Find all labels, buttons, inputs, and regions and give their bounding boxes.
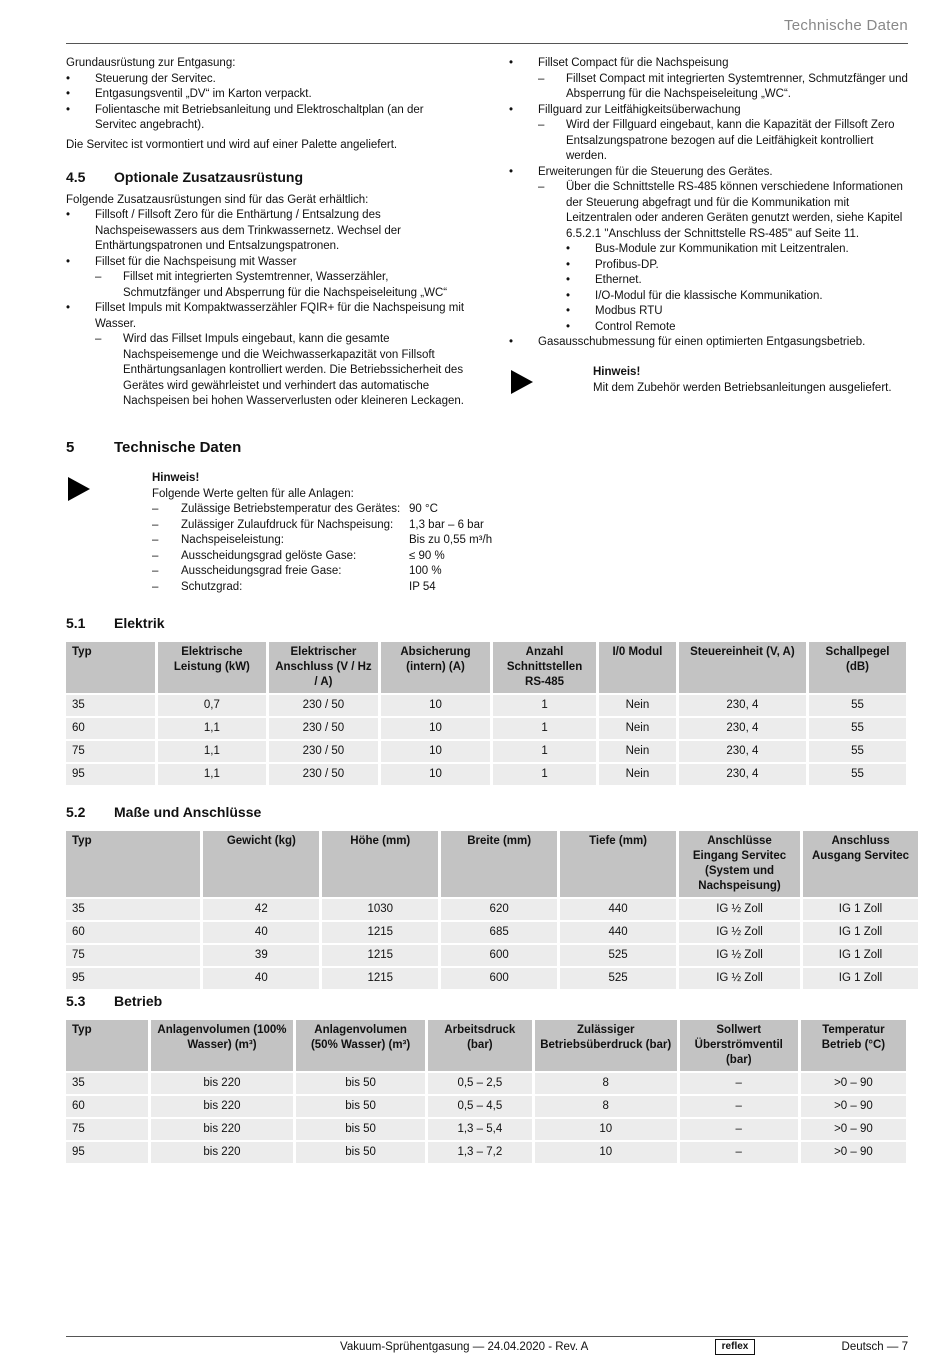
table-cell: 230, 4 [679,764,806,785]
table-cell: 600 [441,945,557,966]
optional-intro: Folgende Zusatzausrüstungen sind für das Gerät erhältlich: [66,193,369,206]
table-header-cell: Absicherung (intern) (A) [381,642,490,693]
note-arrow-icon [68,477,90,501]
table-cell: bis 220 [151,1096,294,1117]
values-note [152,471,532,595]
table-cell: 95 [66,1142,148,1163]
table-cell: bis 220 [151,1073,294,1094]
spec-value: IP 54 [409,580,436,593]
list-subsubitem: • I/O-Modul für die klassische Kommunikation. [509,289,909,305]
spec-row [152,518,532,534]
table-cell: 1,3 – 7,2 [428,1142,532,1163]
table-cell: 95 [66,764,155,785]
table-cell: 10 [535,1119,677,1140]
list-item: • Fillsoft / Fillsoft Zero für die Enthärtung / Entsalzung des Nachspeisewassers aus dem Trinkwassernetz. Wechsel der Enthärtungspatronen und Entsalzungspatronen. [66,208,466,255]
basic-equipment-intro: Grundausrüstung zur Entgasung: [66,57,236,69]
right-column [509,56,909,351]
section-number: 5.2 [66,804,86,820]
table-cell: 620 [441,899,557,920]
table-cell: IG 1 Zoll [803,899,918,920]
section-title: Betrieb [114,993,163,1009]
table-cell: 95 [66,968,200,989]
table-cell: – [680,1119,798,1140]
table-cell: 1 [493,741,596,762]
section-title: Maße und Anschlüsse [114,804,262,820]
table-cell: 40 [203,968,319,989]
section-title: Technische Daten [114,439,242,456]
reflex-logo: reflex [715,1339,755,1355]
table-row [66,695,906,716]
list-subitem: – Fillset mit integrierten Systemtrenner, Wasserzähler, Schmutzfänger und Absperrung für die Nachspeiseleitung „WC“ [66,270,466,301]
table-cell: 1,3 – 5,4 [428,1119,532,1140]
table-cell: 1 [493,718,596,739]
table-header-cell: Zulässiger Betriebsüberdruck (bar) [535,1020,677,1071]
table-cell: 0,5 – 4,5 [428,1096,532,1117]
table-cell: 1 [493,764,596,785]
table-cell: 600 [441,968,557,989]
table-cell: Nein [599,741,676,762]
table-cell: 440 [560,899,676,920]
table-cell: 230 / 50 [269,695,378,716]
table-cell: 60 [66,922,200,943]
table-cell: 1030 [322,899,438,920]
table-cell: 1215 [322,945,438,966]
table-cell: 10 [535,1142,677,1163]
spec-row [152,580,532,596]
page-header-title: Technische Daten [783,17,908,34]
table-cell: IG 1 Zoll [803,922,918,943]
list-subsubitem: • Control Remote [509,320,909,336]
table-cell: IG ½ Zoll [679,968,800,989]
footer-rule [66,1336,908,1337]
table-cell: >0 – 90 [801,1096,906,1117]
table-header-cell: Anlagenvolumen (100% Wasser) (m³) [151,1020,294,1071]
table-cell: – [680,1073,798,1094]
list-subsubitem: • Ethernet. [509,273,909,289]
list-subsubitem: • Profibus-DP. [509,258,909,274]
table-cell: 8 [535,1073,677,1094]
table-cell: 525 [560,968,676,989]
list-item: • Fillguard zur Leitfähigkeitsüberwachung [509,103,909,119]
list-subitem: – Wird das Fillset Impuls eingebaut, kann die gesamte Nachspeisemenge und die Weichwasserkapazität von Fillsoft Enthärtungsanlagen kontrolliert werden. Die Betriebssicherheit des Gerätes wird gewährleistet und verhindert das automatische Nachspeisen bei hohen Wasserverlusten oder kleineren Leckagen. [66,332,466,410]
table-row [66,922,918,943]
note-title: Hinweis! [593,366,641,378]
section-title: Elektrik [114,615,165,631]
spec-label: Ausscheidungsgrad gelöste Gase: [181,549,357,562]
table-header-cell: Höhe (mm) [322,831,438,897]
footer-page-number: Deutsch — 7 [841,1341,908,1353]
table-cell: 39 [203,945,319,966]
header-rule [66,43,908,44]
table-cell: bis 50 [296,1142,425,1163]
table-cell: 10 [381,695,490,716]
table-header-cell: Temperatur Betrieb (°C) [801,1020,906,1071]
list-item: • Fillset Compact für die Nachspeisung [509,56,909,72]
table-header-cell: Elektrische Leistung (kW) [158,642,266,693]
table-cell: 230 / 50 [269,764,378,785]
table-header-cell: Tiefe (mm) [560,831,676,897]
table-header-cell: Breite (mm) [441,831,557,897]
betrieb-table [63,1018,909,1165]
table-cell: 75 [66,741,155,762]
table-cell: 10 [381,718,490,739]
spec-row [152,533,532,549]
spec-label: Zulässiger Zulaufdruck für Nachspeisung: [181,518,394,531]
list-subitem: – Wird der Fillguard eingebaut, kann die Kapazität der Fillsoft Zero Entsalzungspatrone bezogen auf die Leitfähigkeit kontrolliert werden. [509,118,909,165]
table-cell: >0 – 90 [801,1119,906,1140]
table-header-cell: Anschluss Ausgang Servitec [803,831,918,897]
table-cell: – [680,1096,798,1117]
table-cell: Nein [599,695,676,716]
spec-row [152,502,532,518]
note-intro: Folgende Werte gelten für alle Anlagen: [152,487,354,500]
list-item: • Steuerung der Servitec. [66,72,466,88]
list-item: • Fillset Impuls mit Kompaktwasserzähler FQIR+ für die Nachspeisung mit Wasser. [66,301,466,332]
list-subsubitem: • Bus-Module zur Kommunikation mit Leitzentralen. [509,242,909,258]
table-cell: IG ½ Zoll [679,945,800,966]
section-number: 5.3 [66,993,86,1009]
spec-label: Zulässige Betriebstemperatur des Gerätes: [181,503,401,515]
table-cell: 55 [809,764,906,785]
table-cell: bis 50 [296,1096,425,1117]
table-header-cell: Schallpegel (dB) [809,642,906,693]
list-item: • Folientasche mit Betriebsanleitung und Elektroschaltplan (an der Servitec angebracht). [66,103,466,134]
table-row [66,1142,906,1163]
table-cell: 230 / 50 [269,718,378,739]
note-text: Mit dem Zubehör werden Betriebsanleitungen ausgeliefert. [593,381,892,394]
table-cell: 75 [66,1119,148,1140]
table-cell: 1215 [322,922,438,943]
table-cell: Nein [599,718,676,739]
table-row [66,945,918,966]
table-row [66,899,918,920]
table-header-cell: Typ [66,831,200,897]
basic-equipment-list [66,72,466,134]
section-heading-5 [66,440,241,456]
section-title: Optionale Zusatzausrüstung [114,169,304,185]
table-cell: IG 1 Zoll [803,968,918,989]
table-header-cell: Steuereinheit (V, A) [679,642,806,693]
table-cell: 525 [560,945,676,966]
list-subitem: – Über die Schnittstelle RS-485 können verschiedene Informationen der Steuerung abgefragt und für die Kommunikation mit Leitzentralen oder anderen Geräten genutzt werden, siehe Kapitel 6.5.2.1 "Anschluss der Schnittstelle RS-485" auf Seite 11. [509,180,909,242]
table-cell: >0 – 90 [801,1142,906,1163]
table-row [66,764,906,785]
list-item: • Erweiterungen für die Steuerung des Gerätes. [509,165,909,181]
table-cell: bis 50 [296,1119,425,1140]
table-cell: 35 [66,899,200,920]
spec-value: 100 % [409,565,442,577]
table-header-cell: Elektrischer Anschluss (V / Hz / A) [269,642,378,693]
list-item: • Entgasungsventil „DV“ im Karton verpackt. [66,87,466,103]
table-cell: 75 [66,945,200,966]
table-row [66,1119,906,1140]
table-row [66,1096,906,1117]
accessory-note [593,365,913,396]
table-cell: >0 – 90 [801,1073,906,1094]
table-header-cell: Anschlüsse Eingang Servitec (System und Nachspeisung) [679,831,800,897]
table-cell: 60 [66,1096,148,1117]
section-number: 5.1 [66,615,86,631]
left-column [66,56,466,410]
table-cell: 35 [66,1073,148,1094]
table-cell: 230, 4 [679,695,806,716]
list-subitem: – Fillset Compact mit integrierten Systemtrenner, Schmutzfänger und Absperrung für die Nachspeiseleitung „WC“. [509,72,909,103]
table-cell: 685 [441,922,557,943]
table-cell: 35 [66,695,155,716]
optional-list [66,208,466,410]
table-cell: 0,7 [158,695,266,716]
table-header-cell: Typ [66,1020,148,1071]
table-header-cell: Sollwert Überströmventil (bar) [680,1020,798,1071]
table-cell: 1,1 [158,764,266,785]
premount-text: Die Servitec ist vormontiert und wird auf einer Palette angeliefert. [66,138,398,151]
table-cell: 42 [203,899,319,920]
table-header-cell: I/0 Modul [599,642,676,693]
table-cell: 230, 4 [679,741,806,762]
table-cell: 230, 4 [679,718,806,739]
table-cell: 440 [560,922,676,943]
table-cell: IG ½ Zoll [679,922,800,943]
table-header-cell: Typ [66,642,155,693]
table-header-cell: Anlagenvolumen (50% Wasser) (m³) [296,1020,425,1071]
table-cell: IG 1 Zoll [803,945,918,966]
section-heading-4-5 [66,170,466,186]
spec-value: Bis zu 0,55 m³/h [409,534,493,546]
table-cell: 1 [493,695,596,716]
table-row [66,718,906,739]
table-cell: 0,5 – 2,5 [428,1073,532,1094]
spec-row [152,549,532,565]
table-cell: bis 220 [151,1119,294,1140]
table-row [66,741,906,762]
spec-value: 1,3 bar – 6 bar [409,518,484,531]
spec-label: Ausscheidungsgrad freie Gase: [181,565,342,577]
list-item: • Gasausschubmessung für einen optimierten Entgasungsbetrieb. [509,335,909,351]
section-heading-5-2 [66,805,261,821]
table-cell: bis 50 [296,1073,425,1094]
optional-list-continued [509,56,909,351]
elektrik-table [63,640,909,787]
table-cell: IG ½ Zoll [679,899,800,920]
list-item: • Fillset für die Nachspeisung mit Wasser [66,255,466,271]
section-heading-5-1 [66,616,165,632]
table-cell: 230 / 50 [269,741,378,762]
table-cell: 10 [381,764,490,785]
table-cell: 8 [535,1096,677,1117]
masse-table [63,829,921,991]
spec-label: Nachspeiseleistung: [181,534,284,546]
section-number: 5 [66,439,75,456]
table-cell: 40 [203,922,319,943]
table-header-cell: Anzahl Schnittstellen RS-485 [493,642,596,693]
table-cell: 1,1 [158,718,266,739]
table-cell: – [680,1142,798,1163]
table-cell: 1215 [322,968,438,989]
spec-label: Schutzgrad: [181,580,243,593]
table-row [66,968,918,989]
spec-value: 90 °C [409,503,438,515]
table-cell: bis 220 [151,1142,294,1163]
table-cell: Nein [599,764,676,785]
table-header-cell: Arbeitsdruck (bar) [428,1020,532,1071]
table-cell: 55 [809,695,906,716]
section-heading-5-3 [66,994,162,1010]
table-cell: 10 [381,741,490,762]
table-cell: 55 [809,718,906,739]
note-arrow-icon [511,370,533,394]
spec-value: ≤ 90 % [409,549,445,562]
spec-row [152,564,532,580]
table-cell: 60 [66,718,155,739]
section-number: 4.5 [66,169,86,185]
note-title: Hinweis! [152,472,200,484]
table-header-cell: Gewicht (kg) [203,831,319,897]
list-subsubitem: • Modbus RTU [509,304,909,320]
table-cell: 1,1 [158,741,266,762]
table-row [66,1073,906,1094]
table-cell: 55 [809,741,906,762]
footer-document-info: Vakuum-Sprühentgasung — 24.04.2020 - Rev. A [340,1341,589,1353]
